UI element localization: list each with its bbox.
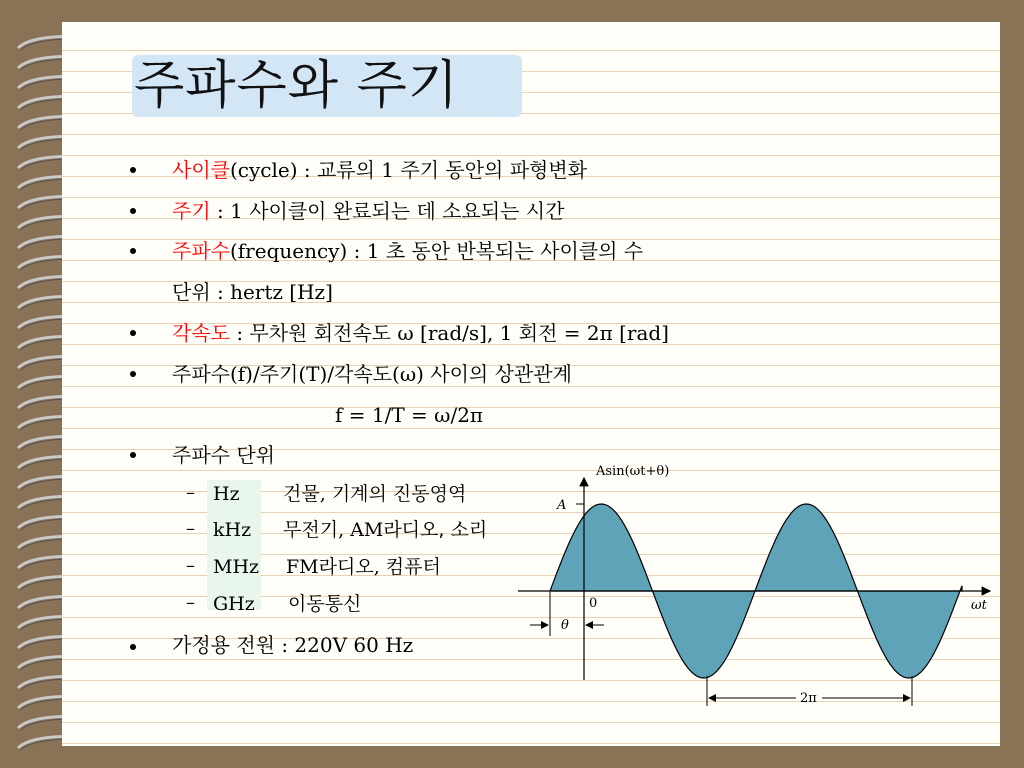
axis-label: ωt <box>971 598 987 613</box>
text: 단위 <box>172 280 211 304</box>
text: , <box>373 556 386 578</box>
amplitude-label: A <box>557 498 567 513</box>
dash: – <box>186 518 195 539</box>
text: (f)/ <box>229 362 260 386</box>
term-cycle: 사이클 <box>172 158 230 182</box>
text: ω [rad/s], 1 <box>391 321 519 345</box>
period-label: 2π <box>800 691 817 706</box>
text: 라디오 <box>318 556 374 578</box>
text: 건물 <box>283 483 320 505</box>
text: : hertz [Hz] <box>210 280 333 304</box>
text: 주기 동안의 파형변화 <box>400 158 587 182</box>
unit-name: kHz <box>213 519 252 541</box>
term-period: 주기 <box>172 199 211 223</box>
text: (frequency) : 1 <box>229 239 386 263</box>
function-label: Asin(ωt+θ) <box>596 464 670 479</box>
text: 가정용 전원 <box>172 633 275 657</box>
term-angular-velocity: 각속도 <box>172 321 230 345</box>
formula: f = 1/T = ω/2π <box>335 403 484 427</box>
term-frequency: 주파수 <box>172 239 230 263</box>
text: 라디오, 소리 <box>383 519 488 541</box>
dash: – <box>186 592 195 613</box>
phase-label: θ <box>561 618 569 633</box>
text: 1 <box>381 158 401 182</box>
unit-desc-ghz: 이동통신 <box>288 593 362 615</box>
origin-label: 0 <box>589 596 598 611</box>
text: (T)/ <box>298 362 335 386</box>
text: : 1 <box>210 199 250 223</box>
unit-name: Hz <box>213 483 240 505</box>
text: (ω) <box>392 362 431 386</box>
text: 사이클이 완료되는 데 소요되는 시간 <box>249 199 565 223</box>
text: 주기 <box>259 362 299 386</box>
text: 무전기 <box>283 519 339 541</box>
page-title: 주파수와 주기 <box>134 56 459 116</box>
text: , AM <box>338 519 384 541</box>
text: : <box>229 321 250 345</box>
text: 각속도 <box>334 362 393 386</box>
text: FM <box>286 556 319 578</box>
text: 회전 <box>518 321 558 345</box>
text: 사이의 상관관계 <box>430 362 572 386</box>
text: = 2π [rad] <box>557 321 669 345</box>
unit-name: MHz <box>213 556 260 578</box>
text: : 220V 60 Hz <box>274 633 414 657</box>
dash: – <box>186 482 195 503</box>
unit-name: GHz <box>213 593 255 615</box>
text: 교류의 <box>316 158 382 182</box>
text: 컴퓨터 <box>385 556 441 578</box>
text: 기계의 진동영역 <box>331 483 467 505</box>
text: 초 동안 반복되는 사이클의 수 <box>385 239 644 263</box>
dash: – <box>186 555 195 576</box>
text: 주파수 <box>172 362 230 386</box>
text: (cycle) : <box>229 158 317 182</box>
text: , <box>319 483 332 505</box>
text: 무차원 회전속도 <box>249 321 392 345</box>
bullet-freq-units: 주파수 단위 <box>172 443 275 467</box>
